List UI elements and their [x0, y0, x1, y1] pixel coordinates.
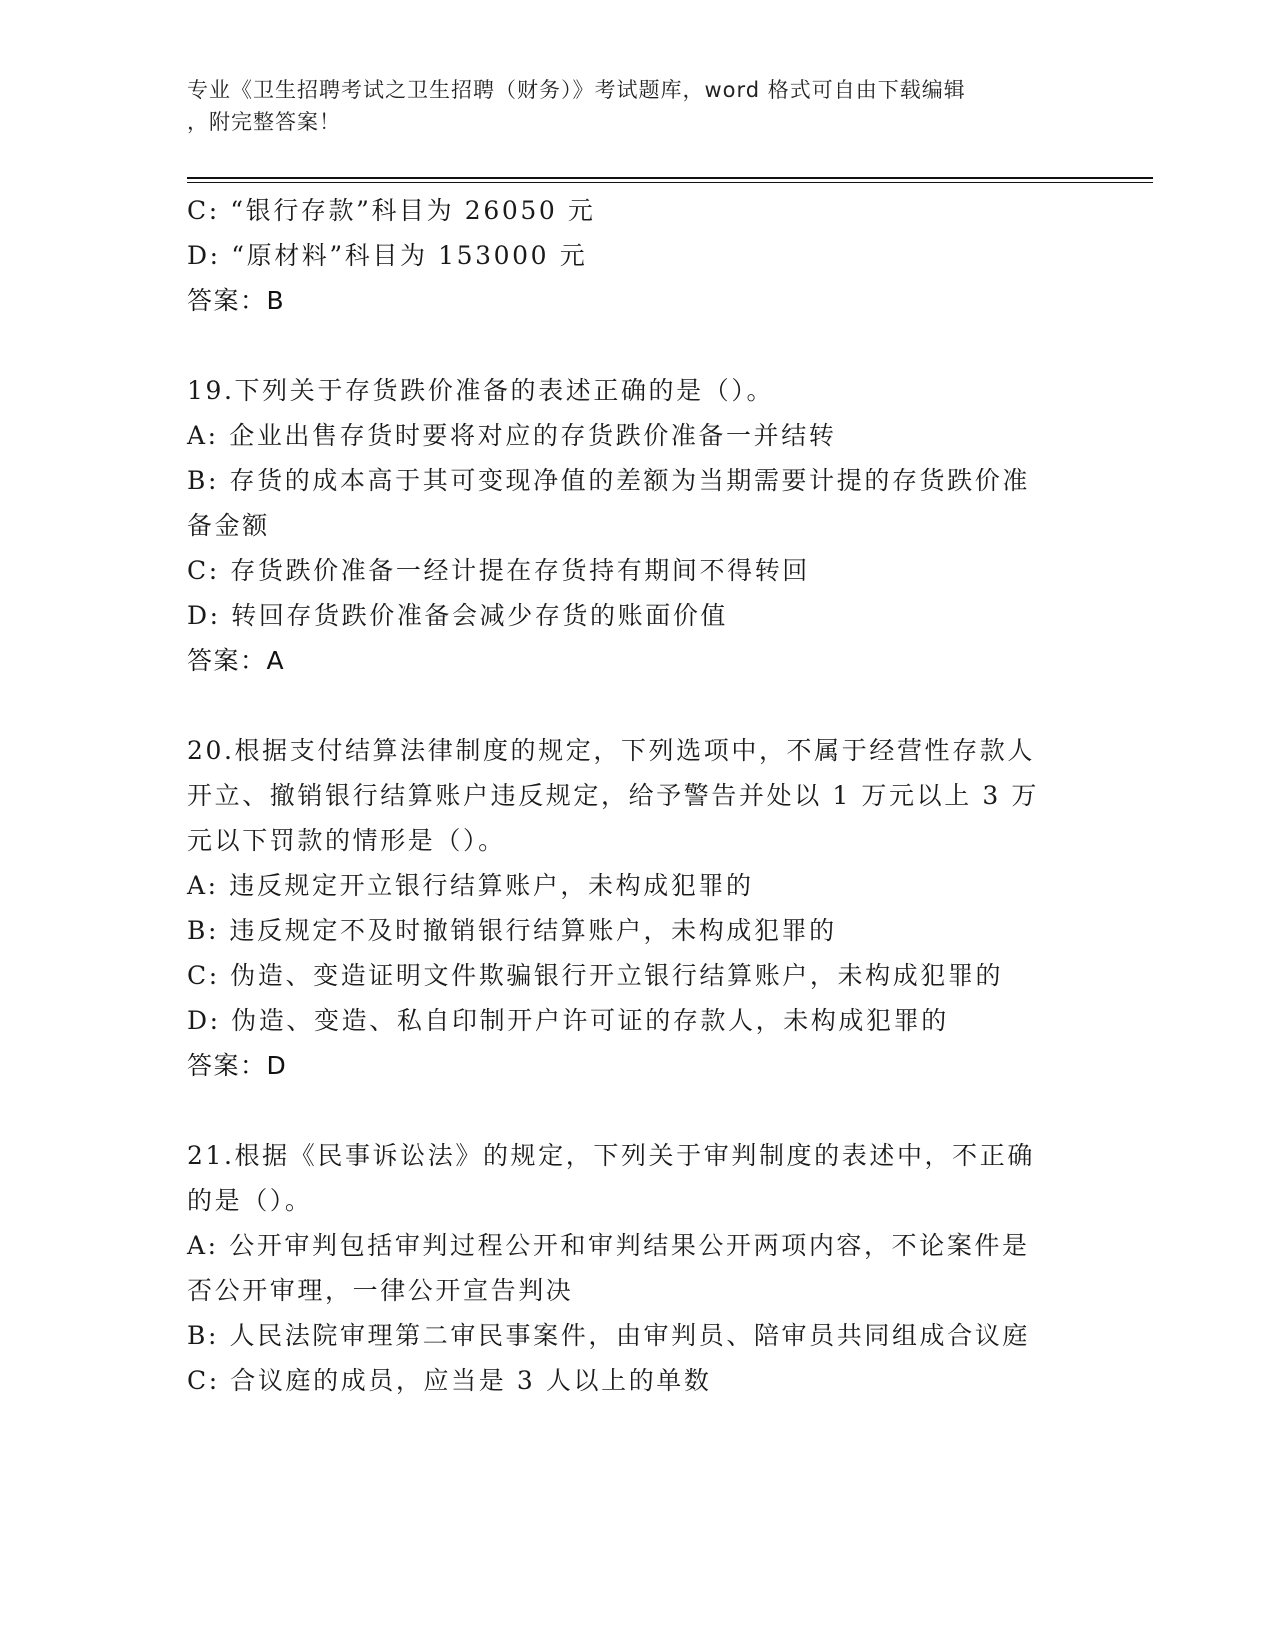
document-header: [187, 74, 1067, 138]
option-d: D: “原材料”科目为 153000 元: [187, 241, 588, 270]
question-stem: 21.根据《民事诉讼法》的规定，下列关于审判制度的表述中，不正确: [187, 1141, 1035, 1170]
option-c: C: 合议庭的成员，应当是 3 人以上的单数: [187, 1366, 712, 1395]
option-a: A: 企业出售存货时要将对应的存货跌价准备一并结转: [187, 421, 837, 450]
spacer: [187, 1088, 1067, 1133]
option-a-continued: 否公开审理，一律公开宣告判决: [187, 1276, 574, 1305]
header-divider-thick: [187, 177, 1153, 179]
option-d: D: 伪造、变造、私自印制开户许可证的存款人，未构成犯罪的: [187, 1006, 949, 1035]
answer-line: 答案：B: [187, 286, 286, 315]
question-20: [187, 728, 1067, 1088]
spacer: [187, 683, 1067, 728]
answer-line: 答案：D: [187, 1051, 288, 1080]
question-21: [187, 1133, 1067, 1403]
document-body: [187, 188, 1067, 1403]
question-stem-continued: 开立、撤销银行结算账户违反规定，给予警告并处以 1 万元以上 3 万: [187, 781, 1040, 810]
question-stem: 20.根据支付结算法律制度的规定，下列选项中，不属于经营性存款人: [187, 736, 1035, 765]
header-line-2: ，附完整答案！: [187, 110, 341, 134]
option-d: D: 转回存货跌价准备会减少存货的账面价值: [187, 601, 729, 630]
question-18-tail: [187, 188, 1067, 323]
option-b: B: 存货的成本高于其可变现净值的差额为当期需要计提的存货跌价准: [187, 466, 1030, 495]
option-b-continued: 备金额: [187, 511, 270, 540]
spacer: [187, 323, 1067, 368]
question-stem-continued: 的是（）。: [187, 1186, 313, 1215]
header-line-1: 专业《卫生招聘考试之卫生招聘（财务）》考试题库，word 格式可自由下载编辑: [187, 78, 966, 102]
option-a: A: 公开审判包括审判过程公开和审判结果公开两项内容，不论案件是: [187, 1231, 1030, 1260]
option-c: C: 伪造、变造证明文件欺骗银行开立银行结算账户，未构成犯罪的: [187, 961, 1004, 990]
option-c: C: “银行存款”科目为 26050 元: [187, 196, 596, 225]
option-b: B: 人民法院审理第二审民事案件，由审判员、陪审员共同组成合议庭: [187, 1321, 1030, 1350]
option-a: A: 违反规定开立银行结算账户，未构成犯罪的: [187, 871, 754, 900]
option-b: B: 违反规定不及时撤销银行结算账户，未构成犯罪的: [187, 916, 837, 945]
answer-line: 答案：A: [187, 646, 286, 675]
question-19: [187, 368, 1067, 683]
question-stem: 19.下列关于存货跌价准备的表述正确的是（）。: [187, 376, 775, 405]
header-divider-thin: [187, 182, 1153, 183]
option-c: C: 存货跌价准备一经计提在存货持有期间不得转回: [187, 556, 810, 585]
question-stem-continued: 元以下罚款的情形是（）。: [187, 826, 506, 855]
